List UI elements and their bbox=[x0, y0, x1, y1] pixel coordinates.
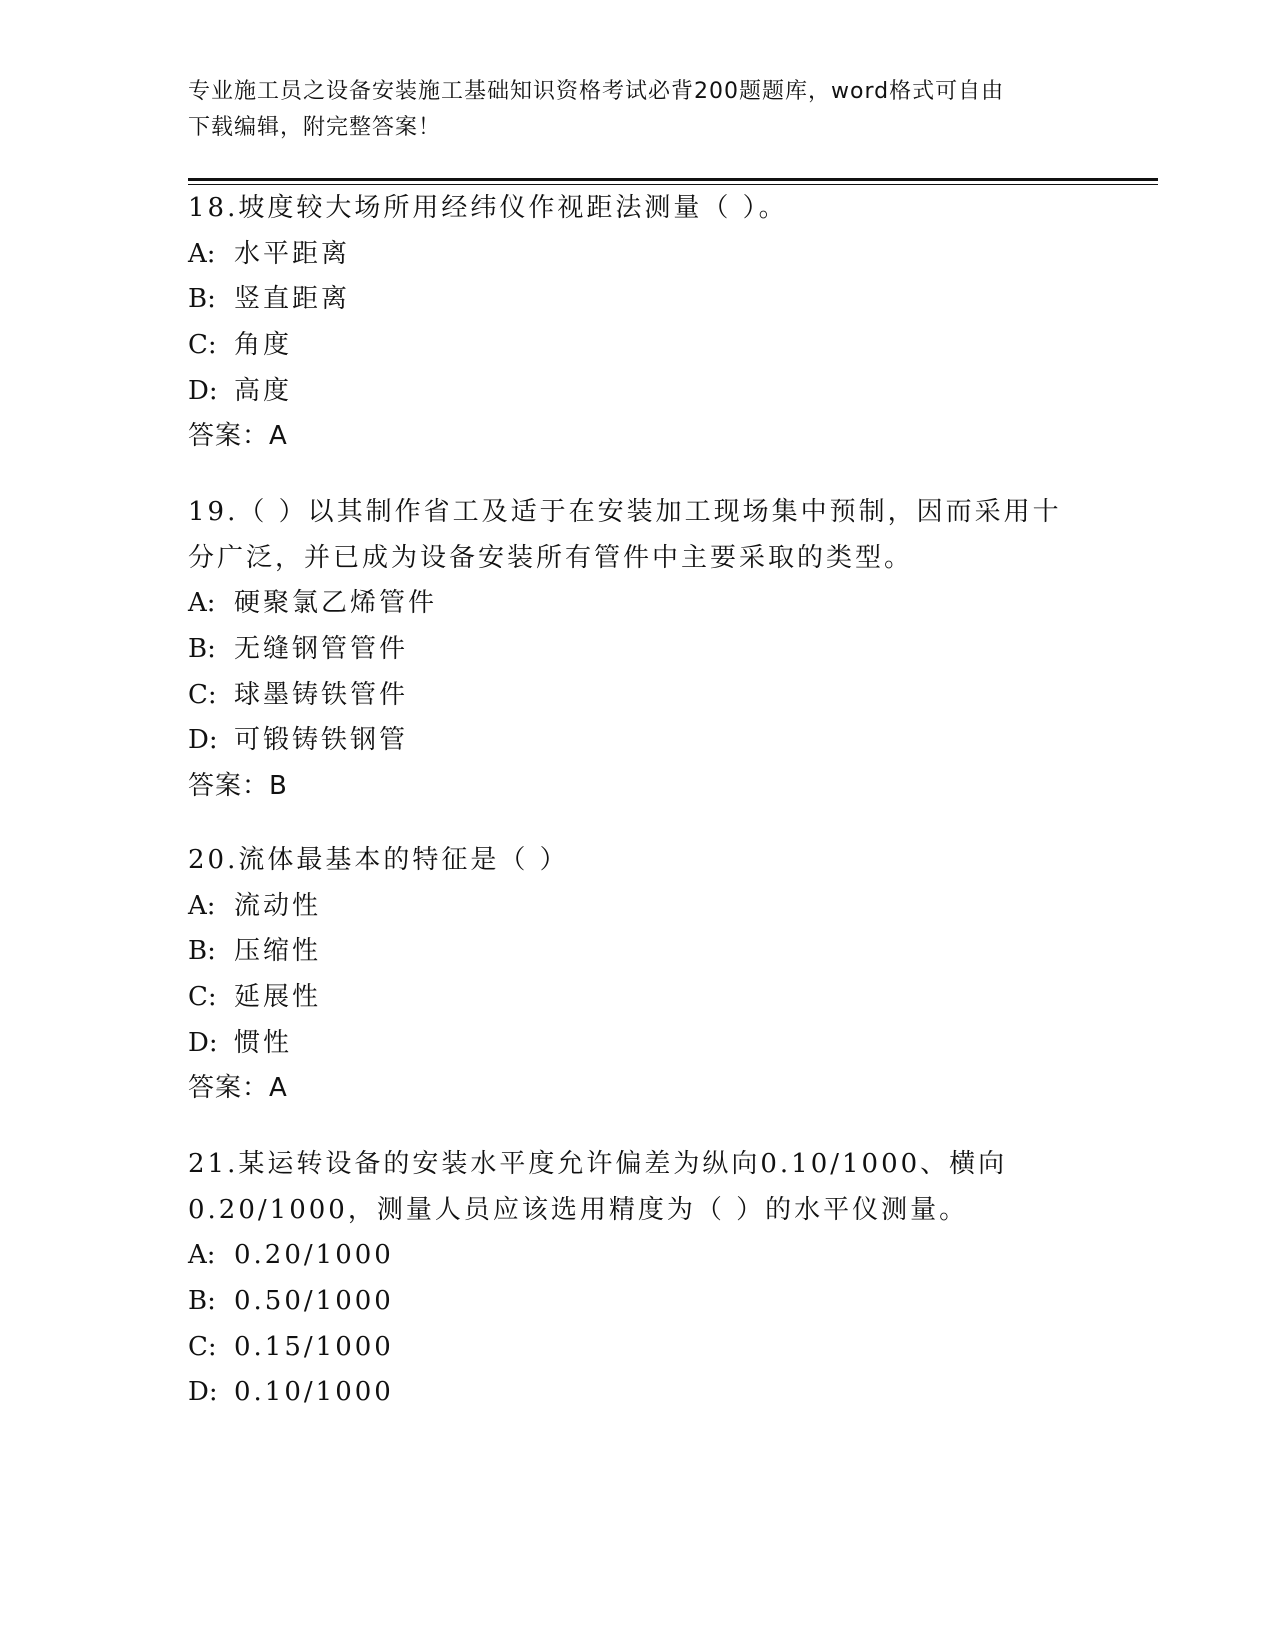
option-label: C: bbox=[188, 330, 217, 361]
answer-line: 答案：B bbox=[188, 771, 288, 802]
option-text: 0.50/1000 bbox=[234, 1286, 394, 1317]
option-label: A: bbox=[188, 238, 216, 269]
option-c bbox=[188, 975, 1088, 1021]
header-divider-thick bbox=[188, 178, 1158, 181]
option-text: 高度 bbox=[234, 375, 293, 406]
option-text: 延展性 bbox=[234, 982, 322, 1013]
option-c bbox=[188, 323, 1088, 369]
question-stem: 21.某运转设备的安装水平度允许偏差为纵向0.10/1000、横向 bbox=[188, 1149, 1008, 1179]
option-label: C: bbox=[188, 679, 217, 710]
answer-line: 答案：A bbox=[188, 1073, 288, 1104]
option-b bbox=[188, 929, 1088, 975]
option-d bbox=[188, 1021, 1088, 1067]
option-label: A: bbox=[188, 1240, 216, 1271]
question-stem: 20.流体最基本的特征是（ ） bbox=[188, 845, 569, 875]
option-label: B: bbox=[188, 1286, 216, 1317]
option-a bbox=[188, 1233, 1088, 1279]
option-label: D: bbox=[188, 725, 218, 756]
option-label: A: bbox=[188, 588, 216, 619]
option-d bbox=[188, 369, 1088, 415]
option-text: 球墨铸铁管件 bbox=[234, 679, 409, 710]
option-label: C: bbox=[188, 1331, 217, 1362]
option-text: 水平距离 bbox=[234, 238, 351, 269]
option-b bbox=[188, 627, 1088, 673]
option-text: 流动性 bbox=[234, 890, 322, 921]
option-text: 0.15/1000 bbox=[234, 1331, 394, 1362]
option-text: 无缝钢管管件 bbox=[234, 634, 409, 665]
option-label: D: bbox=[188, 1027, 218, 1058]
option-d bbox=[188, 1370, 1088, 1416]
option-text: 惯性 bbox=[234, 1027, 293, 1058]
header-line-1: 专业施工员之设备安装施工基础知识资格考试必背200题题库，word格式可自由 bbox=[188, 79, 1005, 104]
question-18 bbox=[188, 186, 1088, 460]
option-label: B: bbox=[188, 936, 216, 967]
option-text: 压缩性 bbox=[234, 936, 322, 967]
option-text: 竖直距离 bbox=[234, 284, 351, 315]
question-stem-continued: 0.20/1000，测量人员应该选用精度为（ ）的水平仪测量。 bbox=[188, 1194, 969, 1225]
question-21 bbox=[188, 1142, 1088, 1416]
option-label: B: bbox=[188, 284, 216, 315]
option-a bbox=[188, 581, 1088, 627]
option-d bbox=[188, 718, 1088, 764]
option-text: 0.10/1000 bbox=[234, 1377, 394, 1408]
option-text: 角度 bbox=[234, 330, 293, 361]
option-c bbox=[188, 673, 1088, 719]
header-divider-thin bbox=[188, 184, 1158, 185]
option-c bbox=[188, 1325, 1088, 1371]
document-header bbox=[188, 74, 1068, 146]
question-stem-continued: 分广泛，并已成为设备安装所有管件中主要采取的类型。 bbox=[188, 542, 914, 573]
question-stem: 18.坡度较大场所用经纬仪作视距法测量（ ）。 bbox=[188, 193, 788, 223]
option-text: 可锻铸铁钢管 bbox=[234, 725, 409, 756]
option-label: A: bbox=[188, 890, 216, 921]
option-label: D: bbox=[188, 375, 218, 406]
option-label: D: bbox=[188, 1377, 218, 1408]
option-b bbox=[188, 277, 1088, 323]
answer-line: 答案：A bbox=[188, 421, 288, 452]
question-20 bbox=[188, 838, 1088, 1112]
option-label: B: bbox=[188, 634, 216, 665]
option-text: 0.20/1000 bbox=[234, 1240, 394, 1271]
question-stem: 19.（ ）以其制作省工及适于在安装加工现场集中预制，因而采用十 bbox=[188, 497, 1062, 527]
option-text: 硬聚氯乙烯管件 bbox=[234, 588, 438, 619]
option-a bbox=[188, 884, 1088, 930]
option-label: C: bbox=[188, 982, 217, 1013]
question-19 bbox=[188, 490, 1088, 810]
header-line-2: 下载编辑，附完整答案！ bbox=[188, 115, 442, 140]
option-a bbox=[188, 232, 1088, 278]
option-b bbox=[188, 1279, 1088, 1325]
